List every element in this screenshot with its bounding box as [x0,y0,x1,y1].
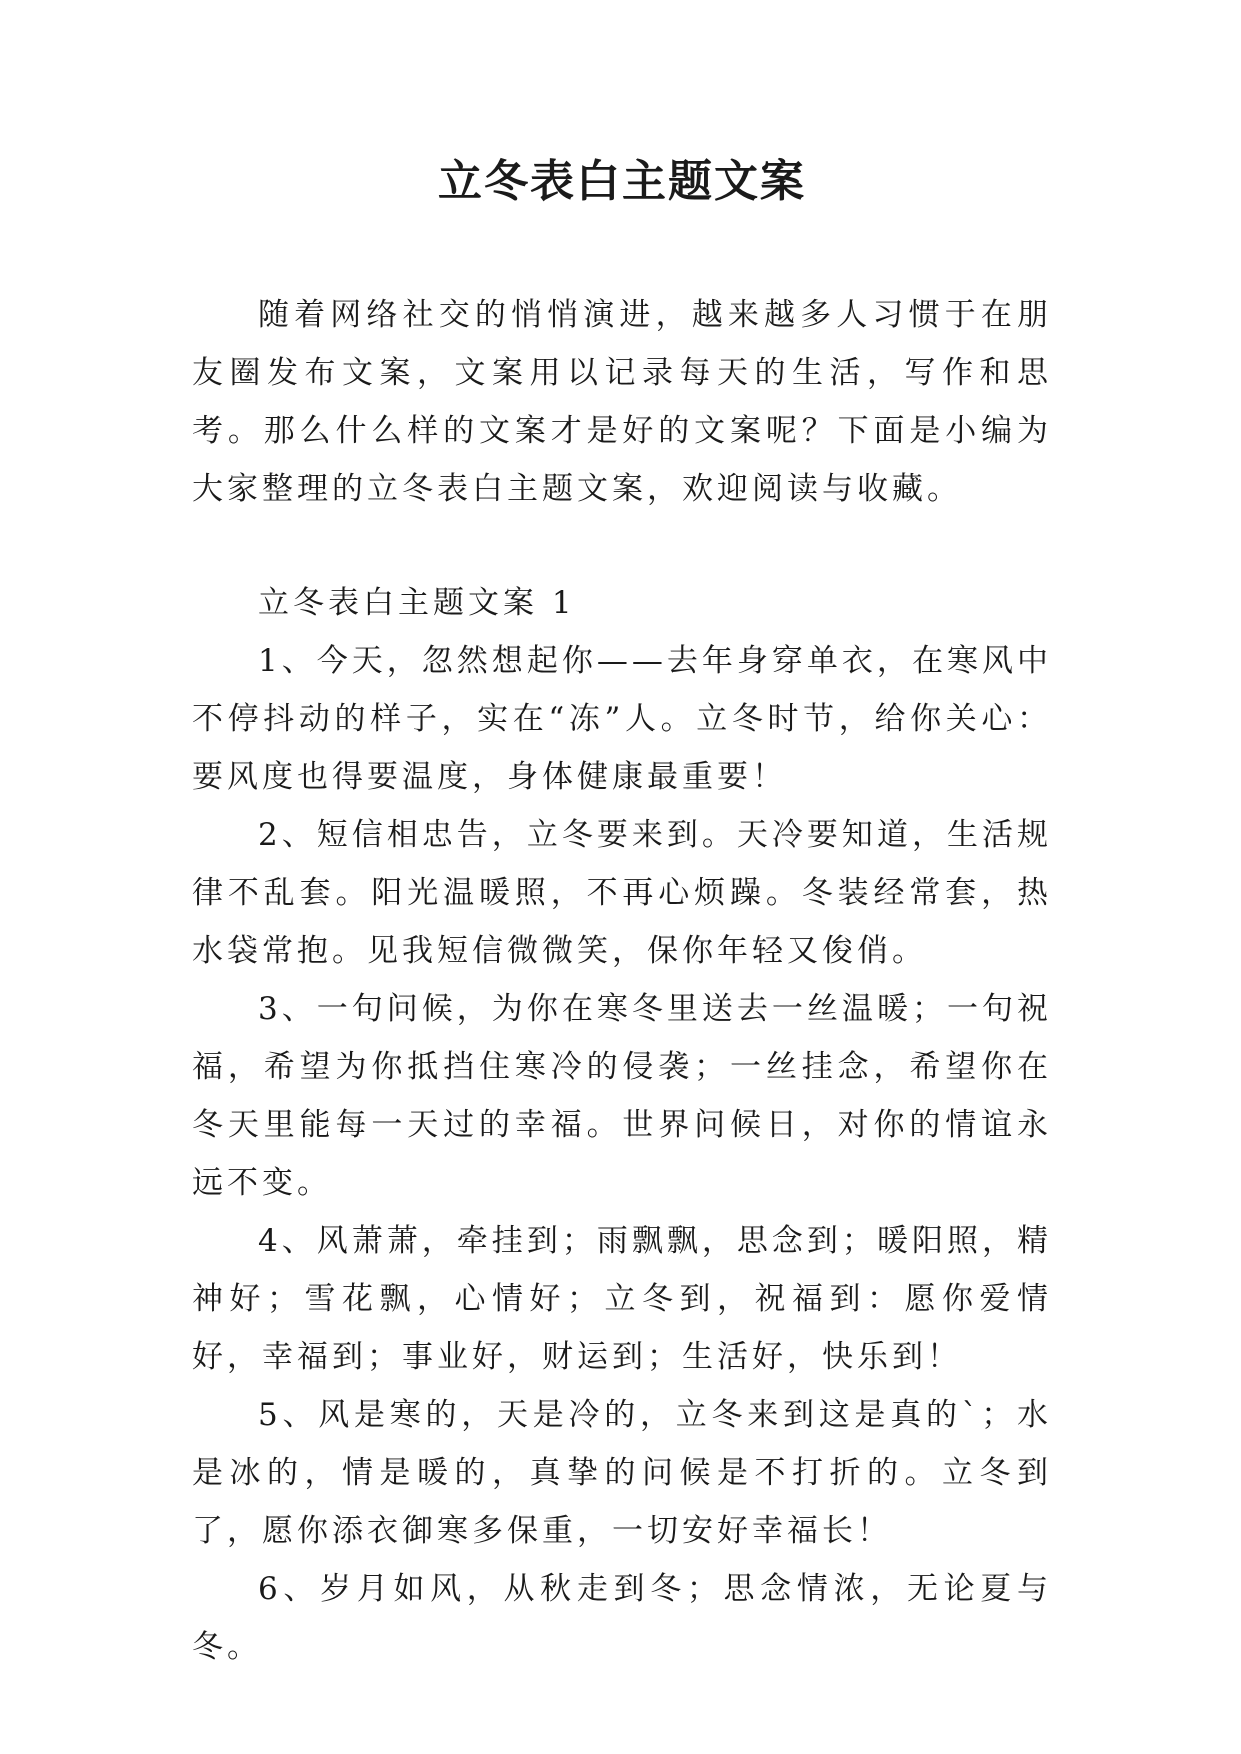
list-item: 4、风萧萧，牵挂到；雨飘飘，思念到；暖阳照，精神好；雪花飘，心情好；立冬到，祝福到：愿你爱情好，幸福到；事业好，财运到；生活好，快乐到！ [192,1223,1052,1375]
list-item: 1、今天，忽然想起你——去年身穿单衣，在寒风中不停抖动的样子，实在“冻”人。立冬时节，给你关心：要风度也得要温度，身体健康最重要！ [192,643,1052,795]
list-item: 3、一句问候，为你在寒冬里送去一丝温暖；一句祝福，希望为你抵挡住寒冷的侵袭；一丝挂念，希望你在冬天里能每一天过的幸福。世界问候日，对你的情谊永远不变。 [192,991,1052,1201]
list-item: 5、风是寒的，天是冷的，立冬来到这是真的`；水是冰的，情是暖的，真挚的问候是不打折的。立冬到了，愿你添衣御寒多保重，一切安好幸福长！ [192,1397,1052,1549]
document-title: 立冬表白主题文案 [438,156,806,207]
list-item: 2、短信相忠告，立冬要来到。天冷要知道，生活规律不乱套。阳光温暖照，不再心烦躁。冬装经常套，热水袋常抱。见我短信微微笑，保你年轻又俊俏。 [192,817,1052,969]
intro-paragraph: 随着网络社交的悄悄演进，越来越多人习惯于在朋友圈发布文案，文案用以记录每天的生活，写作和思考。那么什么样的文案才是好的文案呢？下面是小编为大家整理的立冬表白主题文案，欢迎阅读与收藏。 [192,297,1052,507]
document-body [192,286,1052,1676]
list-item: 6、岁月如风，从秋走到冬；思念情浓，无论夏与冬。 [192,1571,1052,1665]
section-heading: 立冬表白主题文案 1 [258,585,576,621]
